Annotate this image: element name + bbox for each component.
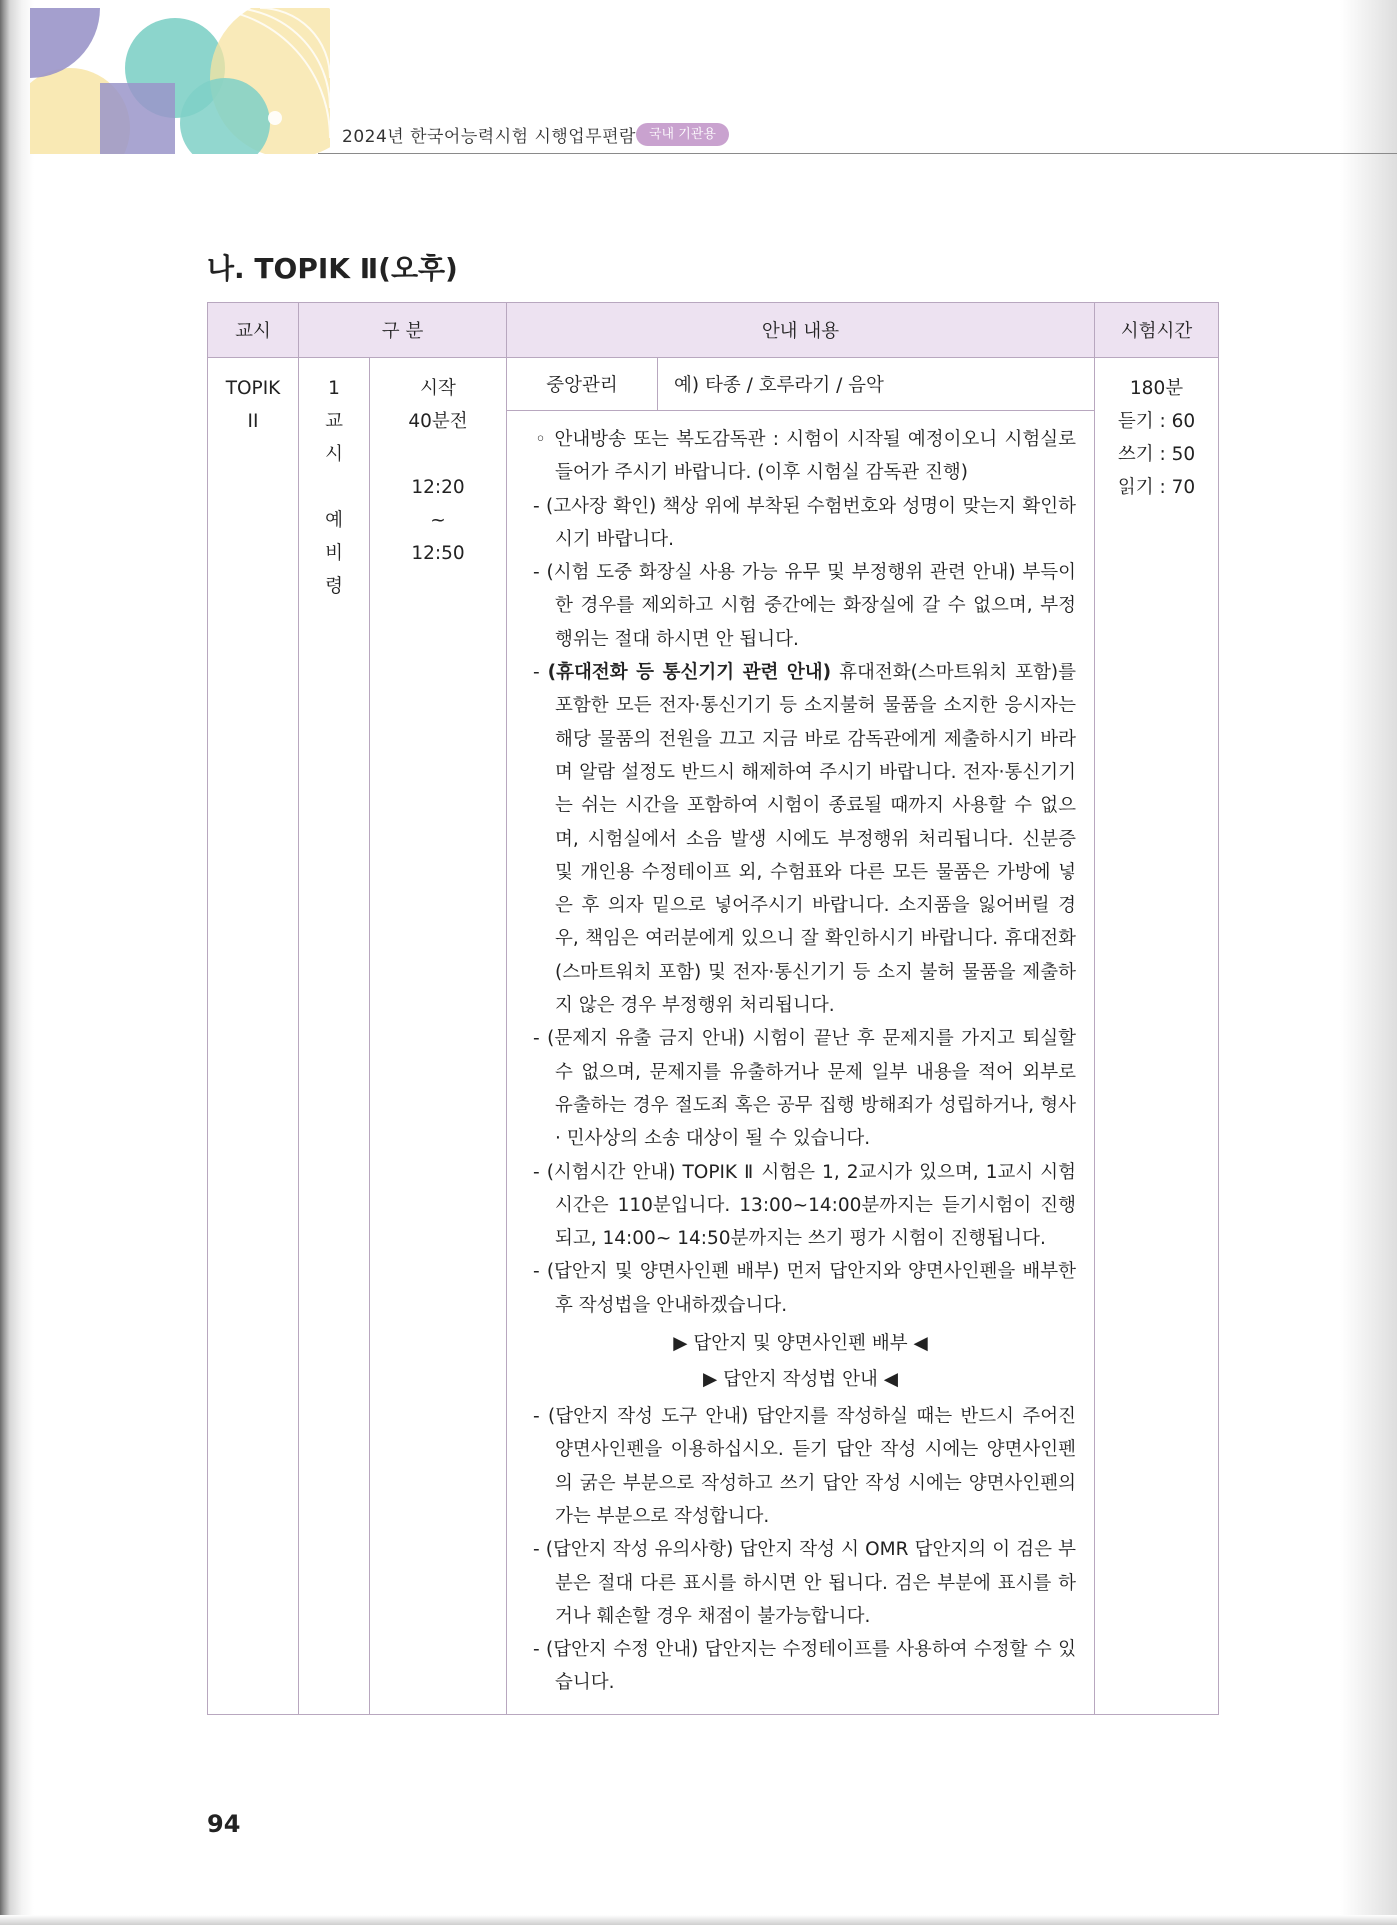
list-item	[533, 656, 1076, 1022]
list-item: - (시험 도중 화장실 사용 가능 유무 및 부정행위 관련 안내) 부득이한 경우를 제외하고 시험 중간에는 화장실에 갈 수 없으며, 부정행위는 절대 하시면 안 됩니다.	[533, 562, 1076, 650]
header-division: 구 분	[299, 303, 507, 358]
session-line: 비	[325, 543, 343, 564]
header-period: 교시	[208, 303, 299, 358]
period-line: TOPIK	[225, 378, 281, 399]
management-label: 중앙관리	[507, 358, 658, 410]
guide-table	[207, 302, 1219, 1715]
table-row	[208, 358, 1219, 1715]
center-note: ▶ 답안지 및 양면사인펜 배부 ◀	[673, 1333, 928, 1355]
timing-line: 40분전	[408, 411, 468, 432]
time-line: 쓰기 : 50	[1117, 444, 1196, 465]
page-number: 94	[207, 1810, 241, 1838]
distribution-notes	[525, 1326, 1076, 1398]
header-time: 시험시간	[1095, 303, 1219, 358]
session-line	[300, 471, 368, 504]
guide-text	[507, 411, 1094, 1714]
timing-line: 12:20	[411, 477, 465, 498]
header-decoration	[30, 8, 330, 154]
session-line: 교	[325, 411, 343, 432]
session-line: 1	[328, 378, 340, 399]
list-item: - (답안지 및 양면사인펜 배부) 먼저 답안지와 양면사인펜을 배부한 후 작성법을 안내하겠습니다.	[533, 1261, 1076, 1316]
management-row	[507, 358, 1094, 411]
time-line: 듣기 : 60	[1117, 411, 1196, 432]
management-value: 예) 타종 / 호루라기 / 음악	[674, 375, 884, 396]
list-item: - (답안지 수정 안내) 답안지는 수정테이프를 사용하여 수정할 수 있습니다.	[533, 1639, 1076, 1694]
timing-cell	[370, 358, 507, 1715]
timing-line: 시작	[420, 378, 456, 399]
header-badge: 국내 기관용	[636, 123, 729, 146]
header-divider	[318, 153, 1397, 154]
center-note: ▶ 답안지 작성법 안내 ◀	[703, 1369, 898, 1391]
list-item: - (답안지 작성 유의사항) 답안지 작성 시 OMR 답안지의 이 검은 부분은 절대 다른 표시를 하시면 안 됩니다. 검은 부분에 표시를 하거나 훼손할 경우 채점이 불가능합니다.	[533, 1539, 1076, 1627]
timing-line: ~	[430, 510, 446, 531]
phone-prefix: -	[533, 662, 548, 684]
content-cell	[507, 358, 1095, 1715]
session-cell	[299, 358, 370, 1715]
table-header-row	[208, 303, 1219, 358]
phone-heading: (휴대전화 등 통신기기 관련 안내)	[547, 662, 832, 684]
header-title: 2024년 한국어능력시험 시행업무편람	[342, 127, 636, 147]
period-line: II	[247, 411, 259, 432]
section-title: 나. TOPIK Ⅱ(오후)	[207, 252, 458, 285]
time-cell	[1095, 358, 1219, 1715]
page-edge	[0, 1915, 1397, 1925]
phone-text: 휴대전화(스마트워치 포함)를 포함한 모든 전자·통신기기 등 소지불허 물품을 소지한 응시자는 해당 물품의 전원을 끄고 지금 바로 감독관에게 제출하시기 바라며 알람 설정도 반드시 해제하여 주시기 바랍니다. 전자·통신기기는 쉬는 시간을 포함하여 시험이 종료될 때까지 사용할 수 없으며, 시험실에서 소음 발생 시에도 부정행위 처리됩니다. 신분증 및 개인용 수정테이프 외, 수험표와 다른 모든 물품은 가방에 넣은 후 의자 밑으로 넣어주시기 바랍니다. 소지품을 잃어버릴 경우, 책임은 여러분에게 있으니 잘 확인하시기 바랍니다. 휴대전화 (스마트워치 포함) 및 전자·통신기기 등 소지 불허 물품을 제출하지 않은 경우 부정행위 처리됩니다.	[555, 662, 1076, 1017]
list-item: - (고사장 확인) 책상 위에 부착된 수험번호와 성명이 맞는지 확인하시기 바랍니다.	[533, 495, 1076, 550]
list-item: - (문제지 유출 금지 안내) 시험이 끝난 후 문제지를 가지고 퇴실할 수 없으며, 문제지를 유출하거나 문제 일부 내용을 적어 외부로 유출하는 경우 절도죄 혹은 공무 집행 방해죄가 성립하거나, 형사 · 민사상의 소송 대상이 될 수 있습니다.	[533, 1028, 1076, 1150]
intro-text: ◦ 안내방송 또는 복도감독관 : 시험이 시작될 예정이오니 시험실로 들어가 주시기 바랍니다. (이후 시험실 감독관 진행)	[535, 429, 1076, 484]
session-line: 예	[325, 510, 343, 531]
period-cell	[208, 358, 299, 1715]
timing-line	[371, 438, 505, 471]
list-item: - (시험시간 안내) TOPIK Ⅱ 시험은 1, 2교시가 있으며, 1교시 시험시간은 110분입니다. 13:00~14:00분까지는 듣기시험이 진행되고, 14:00~ 14:50분까지는 쓰기 평가 시험이 진행됩니다.	[533, 1161, 1076, 1250]
session-line: 령	[325, 576, 343, 597]
header-content: 안내 내용	[507, 303, 1095, 358]
session-line: 시	[325, 444, 343, 465]
timing-line: 12:50	[411, 543, 465, 564]
time-line: 읽기 : 70	[1117, 477, 1196, 498]
list-item: - (답안지 작성 도구 안내) 답안지를 작성하실 때는 반드시 주어진 양면사인펜을 이용하십시오. 듣기 답안 작성 시에는 양면사인펜의 굵은 부분으로 작성하고 쓰기 답안 작성 시에는 양면사인펜의 가는 부분으로 작성합니다.	[533, 1406, 1076, 1527]
time-line: 180분	[1129, 378, 1184, 399]
